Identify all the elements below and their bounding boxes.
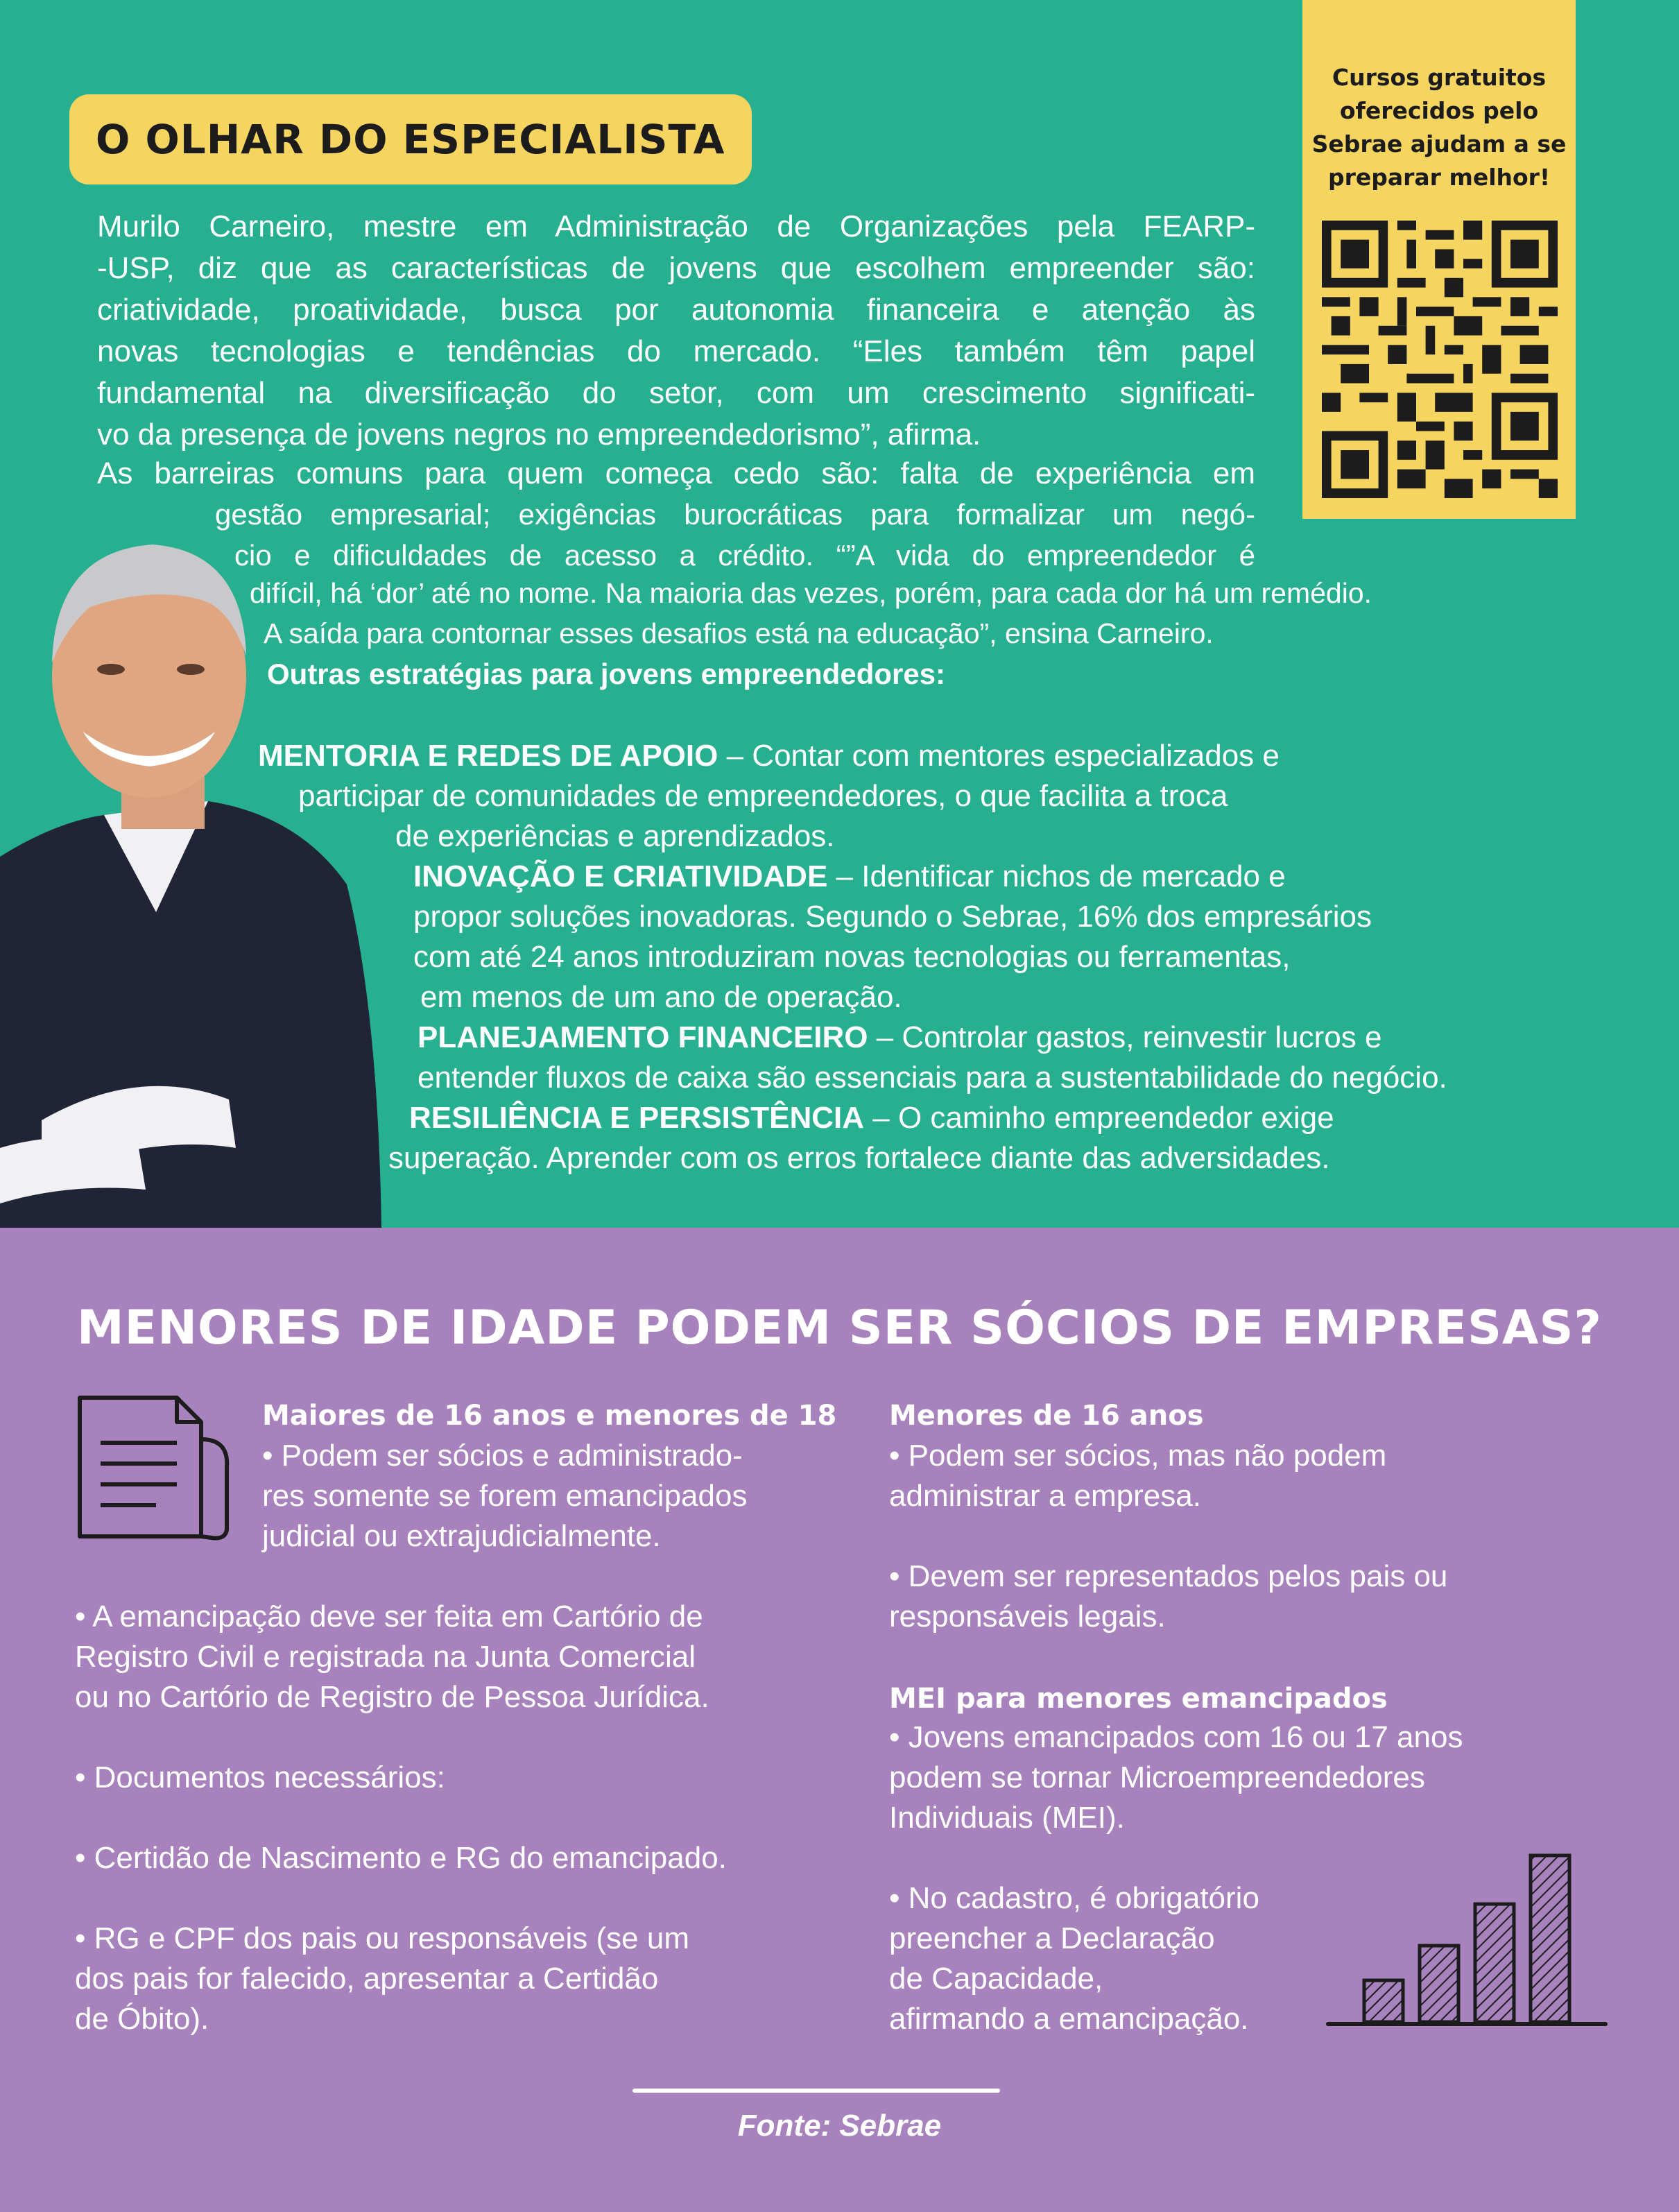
qr-caption-line: oferecidos pelo xyxy=(1339,97,1539,124)
left-intro-line: • Podem ser sócios e administrado- xyxy=(262,1439,743,1473)
left-block-line: • Documentos necessários: xyxy=(75,1760,445,1794)
qr-caption xyxy=(1302,61,1576,194)
source-credit: Fonte: Sebrae xyxy=(737,2109,942,2143)
strategy-title: RESILIÊNCIA E PERSISTÊNCIA xyxy=(409,1101,865,1135)
paragraph-line: fundamental na diversificação do setor, com um crescimento significati- xyxy=(97,376,1255,410)
qr-callout xyxy=(1302,0,1576,519)
paragraph-line: novas tecnologias e tendências do mercado. “Eles também têm papel xyxy=(97,334,1255,368)
paragraph-line: criatividade, proatividade, busca por autonomia financeira e atenção às xyxy=(97,293,1255,327)
right-block-line: administrar a empresa. xyxy=(889,1479,1201,1513)
left-block-line: ou no Cartório de Registro de Pessoa Jurídica. xyxy=(75,1680,709,1714)
left-block-line: • RG e CPF dos pais ou responsáveis (se um xyxy=(75,1921,689,1955)
strategy-line: entender fluxos de caixa são essenciais para a sustentabilidade do negócio. xyxy=(417,1061,1447,1095)
right-block-line: • No cadastro, é obrigatório xyxy=(889,1881,1259,1915)
mei-heading: MEI para menores emancipados xyxy=(889,1683,1388,1715)
qr-caption-line: Cursos gratuitos xyxy=(1332,64,1547,91)
paragraph-line: difícil, há ‘dor’ até no nome. Na maioria das vezes, porém, para cada dor há um remédio. xyxy=(250,577,1372,609)
paragraph-line: gestão empresarial; exigências burocráticas para formalizar um negó- xyxy=(215,498,1255,531)
left-column-heading: Maiores de 16 anos e menores de 18 xyxy=(262,1400,837,1432)
right-block-line: podem se tornar Microempreendedores xyxy=(889,1760,1425,1794)
left-block-line: • Certidão de Nascimento e RG do emancipado. xyxy=(75,1841,727,1875)
left-block-line: Registro Civil e registrada na Junta Comercial xyxy=(75,1640,696,1674)
strategy-text: – O caminho empreendedor exige xyxy=(872,1101,1334,1135)
strategy-line: propor soluções inovadoras. Segundo o Sebrae, 16% dos empresários xyxy=(413,900,1372,934)
strategy-line: de experiências e aprendizados. xyxy=(395,819,835,853)
paragraph-line: -USP, diz que as características de jovens que escolhem empreender são: xyxy=(97,251,1255,285)
right-block-line: • Devem ser representados pelos pais ou xyxy=(889,1559,1448,1593)
strategy-inovacao xyxy=(413,856,1286,898)
section-heading-text: O OLHAR DO ESPECIALISTA xyxy=(96,116,725,163)
strategy-title: INOVAÇÃO E CRIATIVIDADE xyxy=(413,859,828,893)
strategy-line: com até 24 anos introduziram novas tecnologias ou ferramentas, xyxy=(413,940,1291,974)
strategy-resiliencia xyxy=(409,1097,1334,1139)
strategy-mentoria xyxy=(258,735,1280,777)
strategy-line: participar de comunidades de empreendedores, o que facilita a troca xyxy=(298,779,1228,813)
left-intro-line: res somente se forem emancipados xyxy=(262,1479,748,1513)
bar-chart-icon xyxy=(1321,1845,1612,2032)
right-column-heading: Menores de 16 anos xyxy=(889,1400,1204,1432)
paragraph-line: Murilo Carneiro, mestre em Administração de Organizações pela FEARP- xyxy=(97,209,1255,243)
right-block-line: • Podem ser sócios, mas não podem xyxy=(889,1439,1387,1473)
strategy-text: – Controlar gastos, reinvestir lucros e xyxy=(876,1020,1382,1054)
left-block-line: • A emancipação deve ser feita em Cartório de xyxy=(75,1600,703,1634)
left-intro-line: judicial ou extrajudicialmente. xyxy=(262,1519,661,1553)
left-block-line: dos pais for falecido, apresentar a Certidão xyxy=(75,1962,659,1996)
document-icon xyxy=(73,1391,232,1543)
minors-title: MENORES DE IDADE PODEM SER SÓCIOS DE EMPRESAS? xyxy=(77,1301,1602,1355)
section-heading xyxy=(69,94,752,185)
strategy-title: PLANEJAMENTO FINANCEIRO xyxy=(417,1020,868,1054)
strategy-title: MENTORIA E REDES DE APOIO xyxy=(258,739,718,773)
qr-caption-line: preparar melhor! xyxy=(1327,164,1551,191)
right-block-line: preencher a Declaração xyxy=(889,1921,1215,1955)
paragraph-line: As barreiras comuns para quem começa cedo são: falta de experiência em xyxy=(97,456,1255,490)
qr-code-icon[interactable] xyxy=(1322,221,1558,498)
right-block-line: afirmando a emancipação. xyxy=(889,2002,1249,2036)
qr-caption-line: Sebrae ajudam a se xyxy=(1311,130,1567,157)
right-block-line: de Capacidade, xyxy=(889,1962,1103,1996)
strategy-line: superação. Aprender com os erros fortalece diante das adversidades. xyxy=(388,1141,1330,1175)
paragraph-line: A saída para contornar esses desafios está na educação”, ensina Carneiro. xyxy=(264,617,1214,649)
left-block-line: de Óbito). xyxy=(75,2002,209,2036)
strategy-text: – Contar com mentores especializados e xyxy=(726,739,1280,773)
strategies-heading: Outras estratégias para jovens empreendedores: xyxy=(267,658,946,690)
paragraph-line: vo da presença de jovens negros no empreendedorismo”, afirma. xyxy=(97,418,981,452)
right-block-line: Individuais (MEI). xyxy=(889,1801,1125,1835)
strategy-planejamento xyxy=(417,1017,1381,1058)
right-block-line: responsáveis legais. xyxy=(889,1600,1166,1634)
right-block-line: • Jovens emancipados com 16 ou 17 anos xyxy=(889,1720,1463,1754)
source-divider xyxy=(632,2089,1000,2093)
strategy-text: – Identificar nichos de mercado e xyxy=(836,859,1286,893)
strategy-line: em menos de um ano de operação. xyxy=(420,980,902,1014)
paragraph-line: cio e dificuldades de acesso a crédito. “”A vida do empreendedor é xyxy=(234,539,1255,572)
